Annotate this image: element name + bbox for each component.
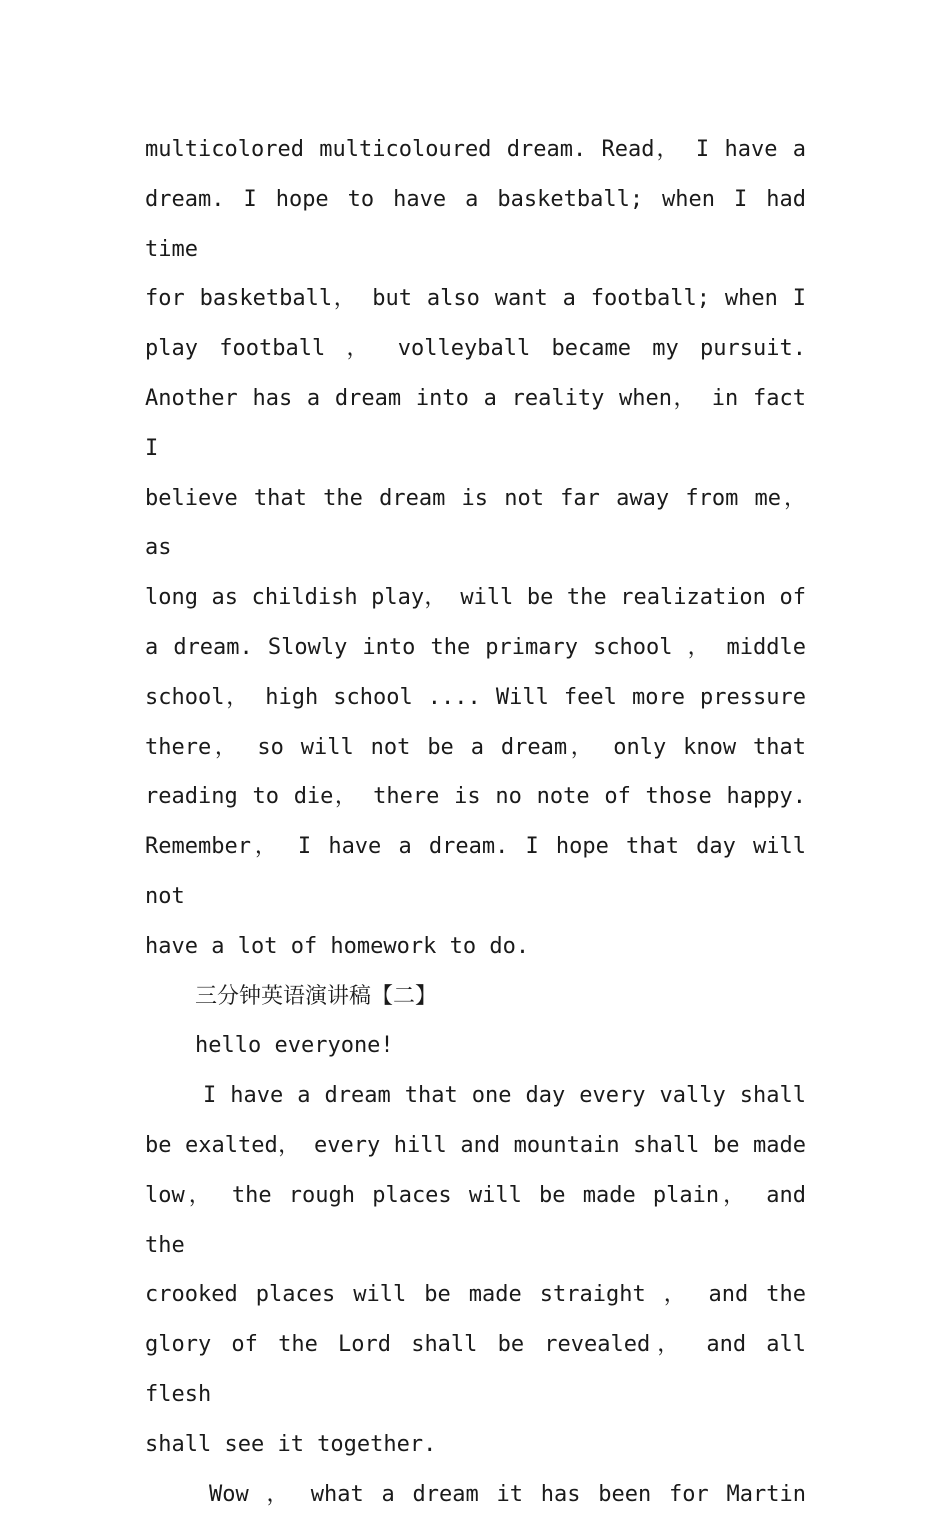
- text-line: crooked places will be made straight ， and the: [145, 1282, 806, 1308]
- text-line: have a lot of homework to do.: [145, 933, 530, 959]
- paragraph-dream-continuation: [145, 125, 806, 972]
- paragraph-dream-quote: [145, 1071, 806, 1469]
- text-line: reading to die， there is no note of those happy.: [145, 784, 806, 810]
- text-line: shall see it together.: [145, 1431, 437, 1457]
- text-line: glory of the Lord shall be revealed， and all flesh: [145, 1332, 806, 1407]
- text-line: dream. I hope to have a basketball; when I had time: [145, 186, 806, 262]
- text-line: believe that the dream is not far away from me， as: [145, 485, 806, 561]
- text-line: for basketball， but also want a football; when I: [145, 286, 806, 312]
- section-heading: 三分钟英语演讲稿【二】: [195, 983, 438, 1009]
- text-line: Remember， I have a dream. I hope that day will not: [145, 834, 806, 909]
- document-body: [145, 125, 806, 1519]
- text-line: multicolored multicoloured dream. Read， I have a: [145, 137, 806, 162]
- text-line: be exalted， every hill and mountain shall be made: [145, 1132, 806, 1158]
- text-line: long as childish play， will be the realization of: [145, 585, 806, 611]
- text-line: low， the rough places will be made plain， and the: [145, 1182, 806, 1258]
- text-line: school， high school .... Will feel more pressure: [145, 684, 806, 710]
- text-line: there， so will not be a dream， only know that: [145, 734, 806, 760]
- text-line: Wow ， what a dream it has been for Martin: [209, 1481, 806, 1507]
- text-line: I have a dream that one day every vally shall: [203, 1083, 806, 1109]
- text-line: play football ， volleyball became my pursuit.: [145, 336, 806, 362]
- paragraph-martin: [145, 1470, 806, 1519]
- greeting-line: hello everyone!: [195, 1033, 394, 1059]
- text-line: Another has a dream into a reality when， in fact I: [145, 385, 806, 461]
- text-line: a dream. Slowly into the primary school ， middle: [145, 634, 806, 660]
